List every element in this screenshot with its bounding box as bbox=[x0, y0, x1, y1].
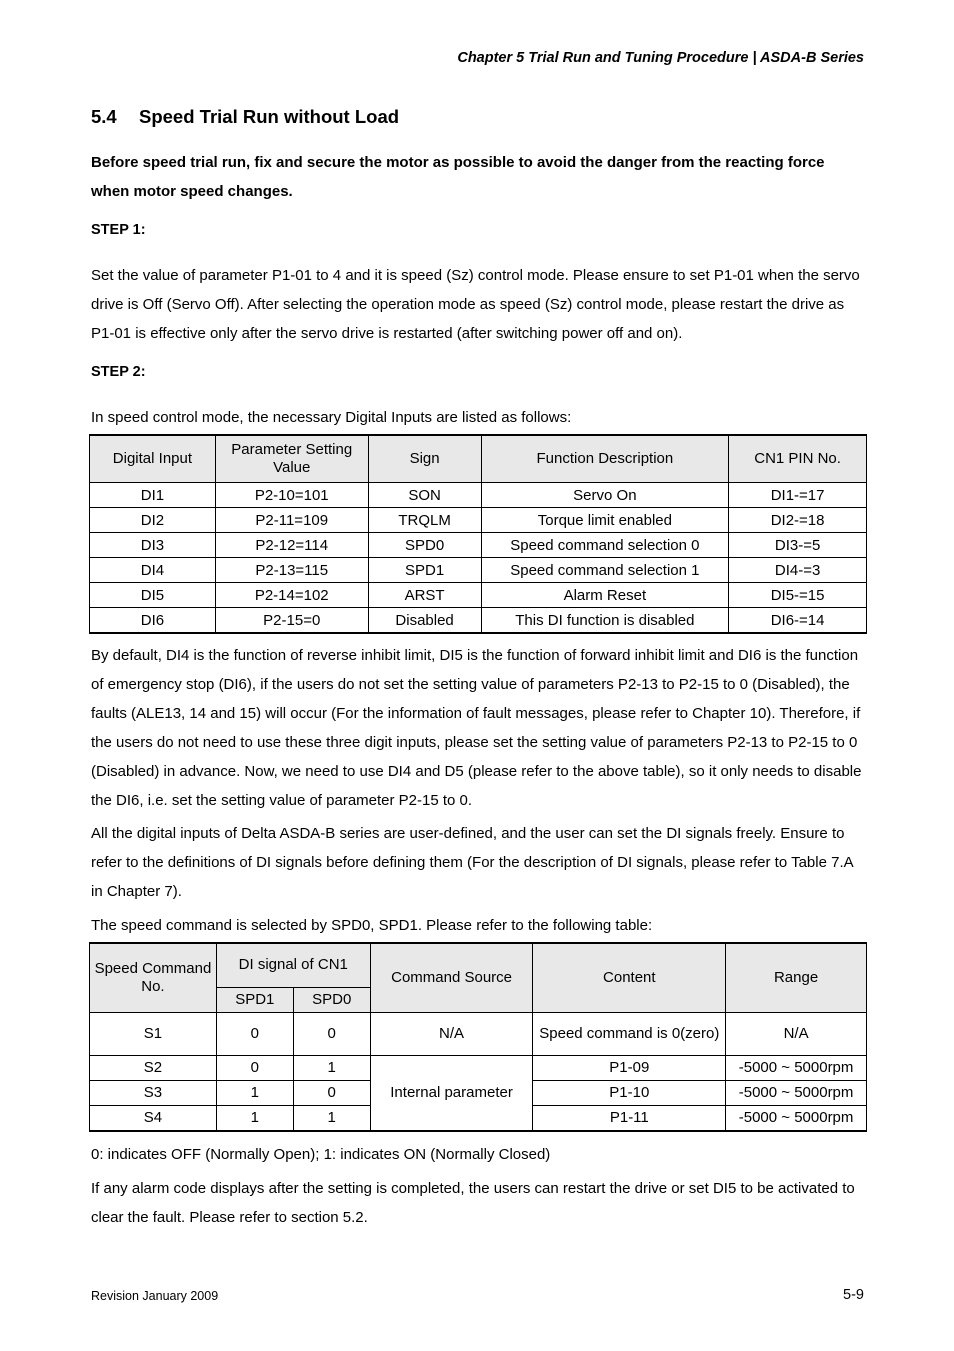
table-cell: P2-12=114 bbox=[215, 533, 368, 558]
table-cell: P2-14=102 bbox=[215, 583, 368, 608]
header-cell: Digital Input bbox=[90, 435, 216, 483]
table-cell: P2-10=101 bbox=[215, 483, 368, 508]
table-cell: -5000 ~ 5000rpm bbox=[726, 1056, 867, 1081]
table-row bbox=[90, 533, 867, 558]
table-cell: DI2 bbox=[90, 508, 216, 533]
table-cell: 1 bbox=[293, 1106, 370, 1132]
header-cell: SPD1 bbox=[216, 987, 293, 1012]
table-cell: SON bbox=[368, 483, 481, 508]
table-row bbox=[90, 1056, 867, 1081]
table-cell: DI4 bbox=[90, 558, 216, 583]
table-cell: Disabled bbox=[368, 608, 481, 634]
table-cell: ARST bbox=[368, 583, 481, 608]
table-cell: P1-10 bbox=[533, 1081, 726, 1106]
warning-text: Before speed trial run, fix and secure the motor as possible to avoid the danger from the reacting force when motor speed changes. bbox=[91, 154, 825, 200]
header-cell: Speed Command No. bbox=[90, 943, 217, 1013]
header-cell: Command Source bbox=[370, 943, 533, 1013]
header-cell: Content bbox=[533, 943, 726, 1013]
section-heading bbox=[91, 106, 399, 128]
table-cell: Speed command selection 1 bbox=[481, 558, 729, 583]
table-cell: Torque limit enabled bbox=[481, 508, 729, 533]
table-cell: P1-09 bbox=[533, 1056, 726, 1081]
table-header-row bbox=[90, 435, 867, 483]
table-cell: -5000 ~ 5000rpm bbox=[726, 1106, 867, 1132]
table-cell: N/A bbox=[370, 1013, 533, 1056]
table-cell: 1 bbox=[293, 1056, 370, 1081]
table-cell: DI1 bbox=[90, 483, 216, 508]
table-cell: 0 bbox=[293, 1013, 370, 1056]
table-cell: P1-11 bbox=[533, 1106, 726, 1132]
header-cell: Parameter Setting Value bbox=[215, 435, 368, 483]
table-row bbox=[90, 508, 867, 533]
alarm-paragraph: If any alarm code displays after the setting is completed, the users can restart the drive or set DI5 to be activated to clear the fault. Please refer to section 5.2. bbox=[91, 1180, 855, 1226]
table-cell: S2 bbox=[90, 1056, 217, 1081]
table-cell: SPD1 bbox=[368, 558, 481, 583]
header-cell: CN1 PIN No. bbox=[729, 435, 867, 483]
table-cell: 0 bbox=[293, 1081, 370, 1106]
running-header: Chapter 5 Trial Run and Tuning Procedure | ASDA-B Series bbox=[457, 50, 864, 66]
table-cell: SPD0 bbox=[368, 533, 481, 558]
table-cell: N/A bbox=[726, 1013, 867, 1056]
signal-note: 0: indicates OFF (Normally Open); 1: indicates ON (Normally Closed) bbox=[91, 1146, 551, 1163]
table-cell: Alarm Reset bbox=[481, 583, 729, 608]
table-cell: 1 bbox=[216, 1081, 293, 1106]
table-cell: S4 bbox=[90, 1106, 217, 1132]
table-cell: 1 bbox=[216, 1106, 293, 1132]
table-row bbox=[90, 483, 867, 508]
header-cell: Sign bbox=[368, 435, 481, 483]
table-cell: Speed command is 0(zero) bbox=[533, 1013, 726, 1056]
speed-command-table bbox=[89, 942, 867, 1132]
speed-command-intro: The speed command is selected by SPD0, SPD1. Please refer to the following table: bbox=[91, 917, 653, 934]
digital-input-table bbox=[89, 434, 867, 634]
header-cell: Range bbox=[726, 943, 867, 1013]
table-cell: DI3 bbox=[90, 533, 216, 558]
table-cell: DI4-=3 bbox=[729, 558, 867, 583]
step1-text: Set the value of parameter P1-01 to 4 and it is speed (Sz) control mode. Please ensure to set P1-01 when the servo drive is Off (Servo Off). After selecting the operation mode as speed (Sz) control mode, please restart the drive as P1-01 is effective only after the servo drive is restarted (after switching power off and on). bbox=[91, 267, 860, 342]
table-cell: TRQLM bbox=[368, 508, 481, 533]
table-cell: DI1-=17 bbox=[729, 483, 867, 508]
page-number: 5-9 bbox=[843, 1287, 864, 1303]
table-cell: -5000 ~ 5000rpm bbox=[726, 1081, 867, 1106]
table-cell: This DI function is disabled bbox=[481, 608, 729, 634]
header-cell: Function Description bbox=[481, 435, 729, 483]
table-row bbox=[90, 558, 867, 583]
table-cell: 0 bbox=[216, 1056, 293, 1081]
revision-note: Revision January 2009 bbox=[91, 1289, 219, 1303]
default-di-paragraph: By default, DI4 is the function of reverse inhibit limit, DI5 is the function of forward inhibit limit and DI6 is the function of emergency stop (DI6), if the users do not set the setting value of parameters P2-13 to P2-15 to 0 (Disabled), the faults (ALE13, 14 and 15) will occur (For the information of fault messages, please refer to Chapter 10). Therefore, if the users do not need to use these three digit inputs, please set the setting value of parameters P2-13 to P2-15 to 0 (Disabled) in advance. Now, we need to use DI4 and D5 (please refer to the above table), so it only needs to disable the DI6, i.e. set the setting value of parameter P2-15 to 0. bbox=[91, 647, 862, 809]
section-title: Speed Trial Run without Load bbox=[139, 106, 400, 127]
table-cell: DI6 bbox=[90, 608, 216, 634]
header-cell: DI signal of CN1 bbox=[216, 943, 370, 987]
table-cell: Servo On bbox=[481, 483, 729, 508]
table-cell: P2-15=0 bbox=[215, 608, 368, 634]
table-cell: Internal parameter bbox=[370, 1056, 533, 1132]
table-cell: DI3-=5 bbox=[729, 533, 867, 558]
section-number: 5.4 bbox=[91, 106, 117, 127]
step1-label: STEP 1: bbox=[91, 222, 146, 238]
table-cell: Speed command selection 0 bbox=[481, 533, 729, 558]
table-cell: 0 bbox=[216, 1013, 293, 1056]
table-cell: DI2-=18 bbox=[729, 508, 867, 533]
user-defined-paragraph: All the digital inputs of Delta ASDA-B series are user-defined, and the user can set the DI signals freely. Ensure to refer to the definitions of DI signals before defining them (For the description of DI signals, please refer to Table 7.A in Chapter 7). bbox=[91, 825, 853, 900]
table-cell: S1 bbox=[90, 1013, 217, 1056]
table-cell: P2-11=109 bbox=[215, 508, 368, 533]
table-header-row bbox=[90, 943, 867, 987]
table-cell: DI5 bbox=[90, 583, 216, 608]
table-row bbox=[90, 1013, 867, 1056]
table-cell: DI6-=14 bbox=[729, 608, 867, 634]
step2-label: STEP 2: bbox=[91, 364, 146, 380]
table-row bbox=[90, 583, 867, 608]
table-row bbox=[90, 608, 867, 634]
table-cell: S3 bbox=[90, 1081, 217, 1106]
table-cell: DI5-=15 bbox=[729, 583, 867, 608]
table-cell: P2-13=115 bbox=[215, 558, 368, 583]
step2-intro: In speed control mode, the necessary Digital Inputs are listed as follows: bbox=[91, 409, 572, 426]
header-cell: SPD0 bbox=[293, 987, 370, 1012]
